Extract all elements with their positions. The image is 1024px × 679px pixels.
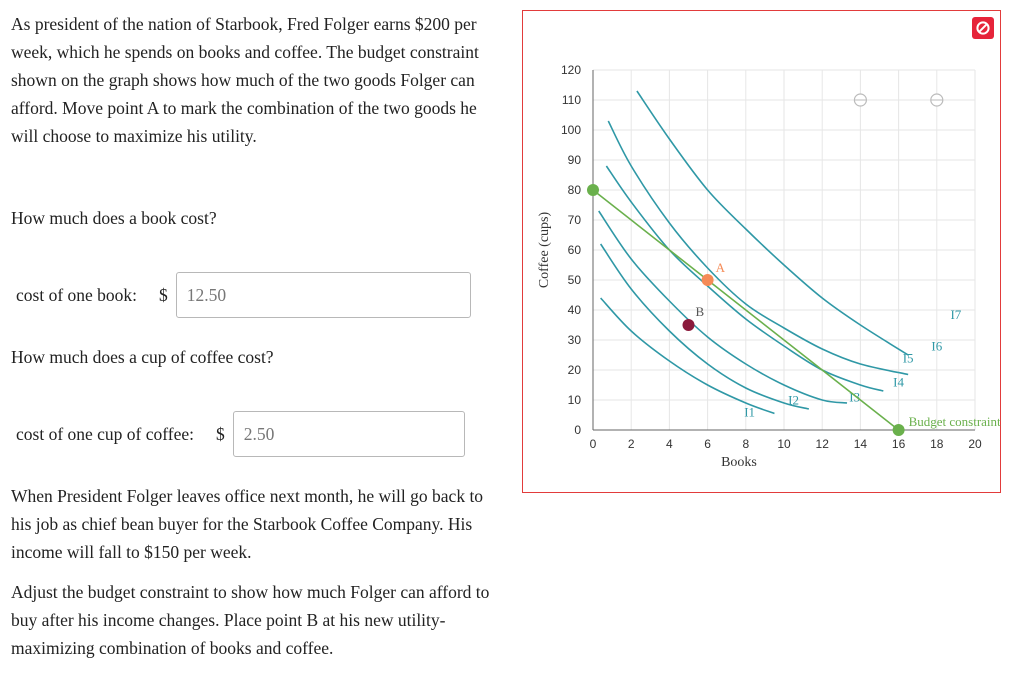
point-a[interactable] [702,274,714,286]
x-tick-label: 10 [777,437,791,451]
curve-label-i3: I3 [849,389,861,405]
x-tick-label: 18 [930,437,944,451]
coffee-cost-input[interactable] [233,411,465,457]
x-tick-label: 12 [815,437,829,451]
indifference-curve-i6 [637,91,908,355]
y-tick-label: 80 [567,183,581,197]
x-tick-label: 2 [627,437,635,451]
y-tick-label: 90 [567,153,581,167]
point-b[interactable] [683,319,695,331]
y-tick-label: 0 [574,423,581,437]
graph-panel [522,10,1001,493]
point-b-label: B [695,304,705,319]
y-tick-label: 70 [567,213,581,227]
point-a-label: A [715,260,725,275]
x-tick-label: 16 [891,437,906,451]
curve-label-i7: I7 [950,307,962,322]
x-tick-label: 4 [666,437,673,451]
y-tick-label: 50 [567,273,581,287]
y-tick-label: 110 [561,93,581,107]
y-axis-title: Coffee (cups) [537,211,552,289]
x-tick-label: 14 [853,437,868,451]
x-axis-title: Books [721,455,757,470]
question-book-cost: How much does a book cost? [11,208,217,228]
y-tick-label: 120 [560,63,581,77]
question-part2-task: Adjust the budget constraint to show how much Folger can afford to buy after his income changes. Place point B at his new utility-maximizing combination of books and coffee. [11,582,490,658]
budget-constraint-label: Budget constraint [908,414,1001,429]
question-coffee-cost: How much does a cup of coffee cost? [11,347,274,367]
y-tick-label: 20 [567,363,581,377]
budget-handle-x-intercept[interactable] [893,424,905,436]
question-intro: As president of the nation of Starbook, Fred Folger earns $200 per week, which he spends on books and coffee. The budget constraint shown on the graph shows how much of the two goods Folger can afford. Move point A to mark the combination of the two goods he will choose to maximize his utility. [11,14,479,146]
book-cost-row [16,272,471,318]
y-tick-label: 10 [567,393,581,407]
coffee-cost-label: cost of one cup of coffee: [16,423,195,444]
budget-handle-y-intercept[interactable] [587,184,599,196]
indifference-curve-i5 [608,121,908,375]
indifference-curve-chart[interactable] [523,11,1002,494]
book-cost-currency: $ [159,284,168,305]
curve-label-i4: I4 [893,374,905,390]
x-tick-label: 0 [589,437,597,451]
book-cost-input[interactable] [176,272,471,318]
curve-label-i2: I2 [788,392,799,408]
question-part2-context: When President Folger leaves office next month, he will go back to his job as chief bean buyer for the Starbook Coffee Company. His income will fall to $150 per week. [11,486,484,562]
y-tick-label: 40 [567,303,581,317]
y-tick-label: 60 [567,243,581,257]
book-cost-label: cost of one book: [16,284,138,305]
coffee-cost-row [16,411,465,457]
curve-label-i6: I6 [931,338,943,354]
curve-label-i1: I1 [744,404,756,420]
curve-label-i5: I5 [902,350,914,366]
x-tick-label: 6 [704,437,711,451]
x-tick-label: 8 [742,437,750,451]
coffee-cost-currency: $ [216,423,225,444]
x-tick-label: 20 [968,437,982,451]
y-tick-label: 100 [560,123,581,137]
indifference-curve-i1 [601,298,775,414]
y-tick-label: 30 [567,333,581,347]
